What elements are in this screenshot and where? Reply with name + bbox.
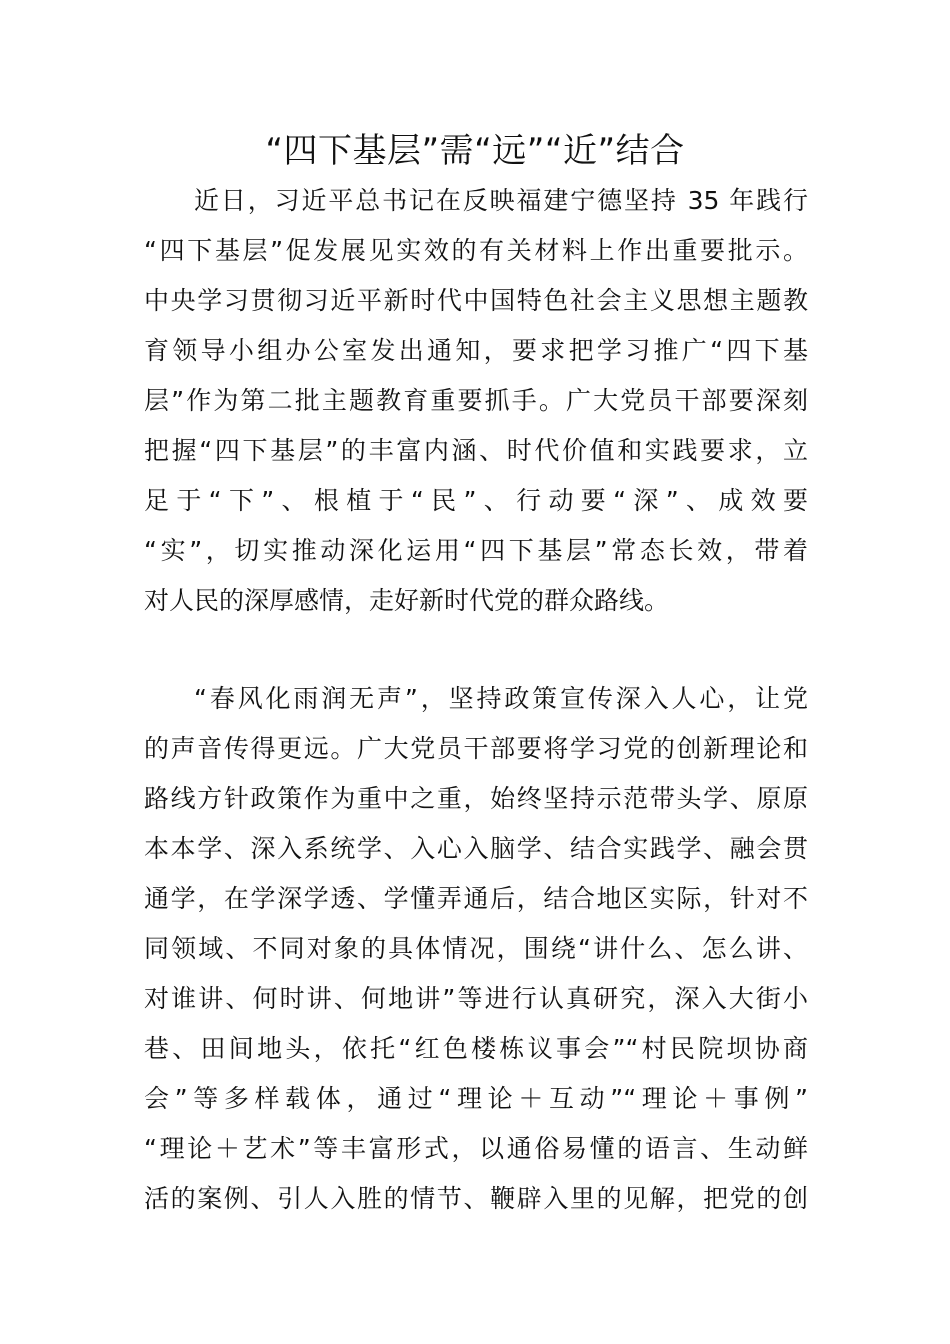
paragraph-line: 对谁讲、何时讲、何地讲”等进行认真研究，深入大街小 (144, 984, 808, 1013)
paragraph-line: 对人民的深厚感情，走好新时代党的群众路线。 (144, 586, 670, 615)
paragraph-line: 层”作为第二批主题教育重要抓手。广大党员干部要深刻 (144, 386, 808, 415)
paragraph-line: 通学，在学深学透、学懂弄通后，结合地区实际，针对不 (144, 884, 808, 913)
paragraph-line: 路线方针政策作为重中之重，始终坚持示范带头学、原原 (144, 784, 808, 813)
paragraph-line: 巷、田间地头，依托“红色楼栋议事会”“村民院坝协商 (144, 1034, 808, 1063)
paragraph-line: 会”等多样载体，通过“理论＋互动”“理论＋事例” (144, 1084, 808, 1113)
paragraph-line: 活的案例、引人入胜的情节、鞭辟入里的见解，把党的创 (144, 1184, 808, 1213)
paragraph-line: 近日，习近平总书记在反映福建宁德坚持 35 年践行 (194, 186, 808, 215)
paragraph-line: 育领导小组办公室发出通知，要求把学习推广“四下基 (144, 336, 808, 365)
paragraph-line: “理论＋艺术”等丰富形式，以通俗易懂的语言、生动鲜 (144, 1134, 808, 1163)
paragraph-line: 本本学、深入系统学、入心入脑学、结合实践学、融会贯 (144, 834, 808, 863)
paragraph-2 (144, 674, 808, 1224)
document-title: “四下基层”需“远”“近”结合 (265, 131, 685, 171)
paragraph-line: 同领域、不同对象的具体情况，围绕“讲什么、怎么讲、 (144, 934, 808, 963)
paragraph-line: “实”，切实推动深化运用“四下基层”常态长效，带着 (144, 536, 808, 565)
paragraph-line: “春风化雨润无声”，坚持政策宣传深入人心，让党 (194, 684, 808, 713)
paragraph-line: 足于“下”、根植于“民”、行动要“深”、成效要 (144, 486, 808, 515)
paragraph-1 (144, 176, 808, 626)
paragraph-line: 中央学习贯彻习近平新时代中国特色社会主义思想主题教 (144, 286, 808, 315)
paragraph-line: 把握“四下基层”的丰富内涵、时代价值和实践要求，立 (144, 436, 808, 465)
paragraph-line: “四下基层”促发展见实效的有关材料上作出重要批示。 (144, 236, 808, 265)
paragraph-line: 的声音传得更远。广大党员干部要将学习党的创新理论和 (144, 734, 808, 763)
